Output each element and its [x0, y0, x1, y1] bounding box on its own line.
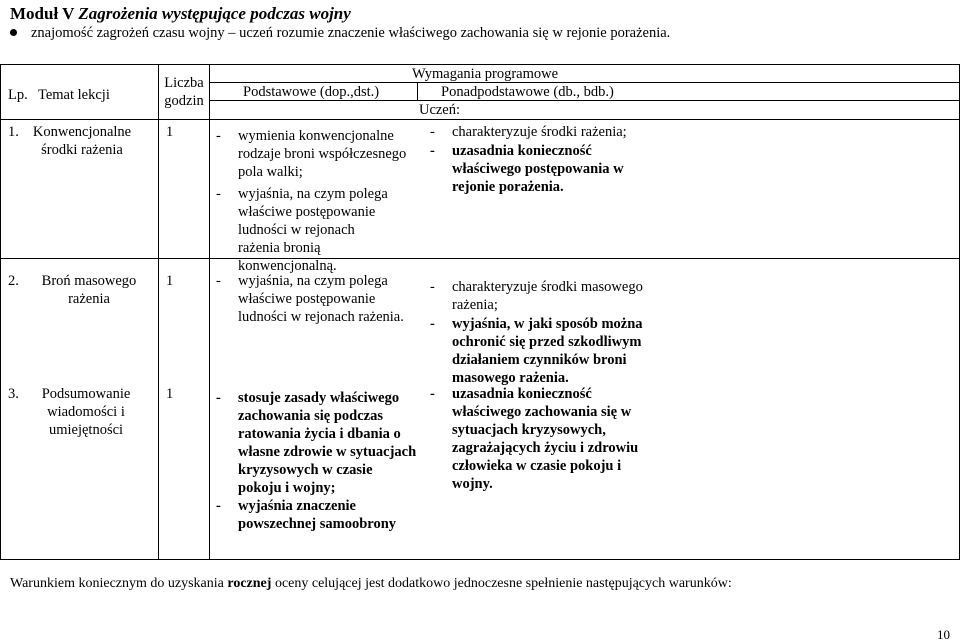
row1-basic-item: [216, 127, 416, 181]
footer-text-after: oceny celującej jest dodatkowo jednoczesne spełnienie następujących warunków:: [271, 576, 732, 591]
row3-basic-item: [216, 389, 416, 497]
dash-marker: -: [216, 498, 221, 514]
module-title-italic: Zagrożenia występujące podczas wojny: [78, 4, 351, 23]
row2-advanced-item-text: charakteryzuje środki masowego rażenia;: [452, 279, 643, 313]
row2-advanced-list: [430, 278, 670, 387]
module-title-prefix: Moduł V: [10, 4, 79, 23]
row3-advanced-item-text: uzasadnia konieczność właściwego zachowania się w sytuacjach kryzysowych, zagrażających życiu i zdrowiu człowieka w czasie pokoju i wojny.: [452, 386, 639, 492]
dash-marker: -: [430, 386, 435, 402]
objective-text: znajomość zagrożeń czasu wojny – uczeń rozumie znaczenie właściwego zachowania się w rejonie porażenia.: [31, 25, 671, 41]
row3-topic: Podsumowanie wiadomości i umiejętności: [41, 386, 131, 438]
row2-advanced-item-text: wyjaśnia, w jaki sposób można ochronić się przed szkodliwym działaniem czynników broni masowego rażenia.: [452, 316, 643, 386]
header-student: Uczeń:: [418, 102, 461, 118]
row1-basic-item-text: wyjaśnia, na czym polega właściwe postępowanie ludności w rejonach rażenia bronią konwencjonalną.: [238, 186, 388, 274]
row1-basic-item: [216, 185, 416, 275]
row1-hours: 1: [166, 124, 174, 140]
header-advanced: Ponadpodstawowe (db., bdb.): [441, 84, 614, 100]
row2-basic-item: [216, 272, 416, 326]
row2-basic-item-text: wyjaśnia, na czym polega właściwe postępowanie ludności w rejonach rażenia.: [238, 273, 404, 325]
row3-basic-item: [216, 497, 416, 533]
row2-advanced-item: [430, 315, 670, 387]
row1-bottom-border: [0, 258, 960, 259]
row1-advanced-item: [430, 142, 660, 196]
row1-advanced-item-text: charakteryzuje środki rażenia;: [452, 124, 627, 140]
footer-text-bold: rocznej: [227, 576, 272, 591]
row1-lp: 1.: [8, 124, 19, 140]
dash-marker: -: [430, 143, 435, 159]
dash-marker: -: [430, 316, 435, 332]
row2-advanced-item: [430, 278, 670, 314]
row3-advanced-item: [430, 385, 670, 493]
dash-marker: -: [430, 124, 435, 140]
table-bottom-border: [0, 559, 960, 560]
row3-hours: 1: [166, 386, 174, 402]
basic-advanced-header-divider: [417, 82, 418, 101]
dash-marker: -: [430, 279, 435, 295]
footer-note: [10, 575, 732, 593]
row3-advanced-list: [430, 385, 670, 493]
table-left-border: [0, 64, 1, 560]
row3-basic-list: [216, 389, 416, 533]
row3-basic-item-text: stosuje zasady właściwego zachowania się podczas ratowania życia i dbania o własne zdrowie w sytuacjach kryzysowych w czasie pokoju i wojny;: [238, 390, 417, 496]
bullet-icon: [10, 29, 17, 36]
module-title: [10, 4, 351, 24]
row1-topic: Konwencjonalne środki rażenia: [32, 124, 132, 158]
header-hours-line1: Liczba: [164, 75, 204, 91]
row2-topic: Broń masowego rażenia: [41, 273, 137, 307]
page-number: 10: [937, 627, 950, 642]
row2-lp: 2.: [8, 273, 19, 289]
header-lp: Lp.: [8, 87, 28, 103]
header-requirements: Wymagania programowe: [411, 66, 559, 82]
row2-basic-list: [216, 272, 416, 326]
row1-basic-list: [216, 127, 416, 275]
row1-advanced-item-text: uzasadnia konieczność właściwego postępowania w rejonie porażenia.: [452, 143, 624, 195]
header-hours: [160, 74, 208, 110]
row1-advanced-item: [430, 123, 660, 141]
dash-marker: -: [216, 273, 221, 289]
hours-column-divider: [209, 64, 210, 560]
header-basic: Podstawowe (dop.,dst.): [243, 84, 380, 100]
row1-advanced-list: [430, 123, 660, 196]
header-hours-line2: godzin: [164, 93, 204, 109]
header-topic: Temat lekcji: [38, 87, 110, 103]
row3-basic-item-text: wyjaśnia znaczenie powszechnej samoobrony: [238, 498, 397, 532]
dash-marker: -: [216, 390, 221, 406]
footer-text-before: Warunkiem koniecznym do uzyskania: [10, 576, 228, 591]
row1-basic-item-text: wymienia konwencjonalne rodzaje broni współczesnego pola walki;: [238, 128, 407, 180]
module-objective: [10, 24, 670, 42]
row2-hours: 1: [166, 273, 174, 289]
row3-lp: 3.: [8, 386, 19, 402]
dash-marker: -: [216, 128, 221, 144]
dash-marker: -: [216, 186, 221, 202]
header-bottom-border: [0, 119, 960, 120]
topic-column-divider: [158, 64, 159, 560]
